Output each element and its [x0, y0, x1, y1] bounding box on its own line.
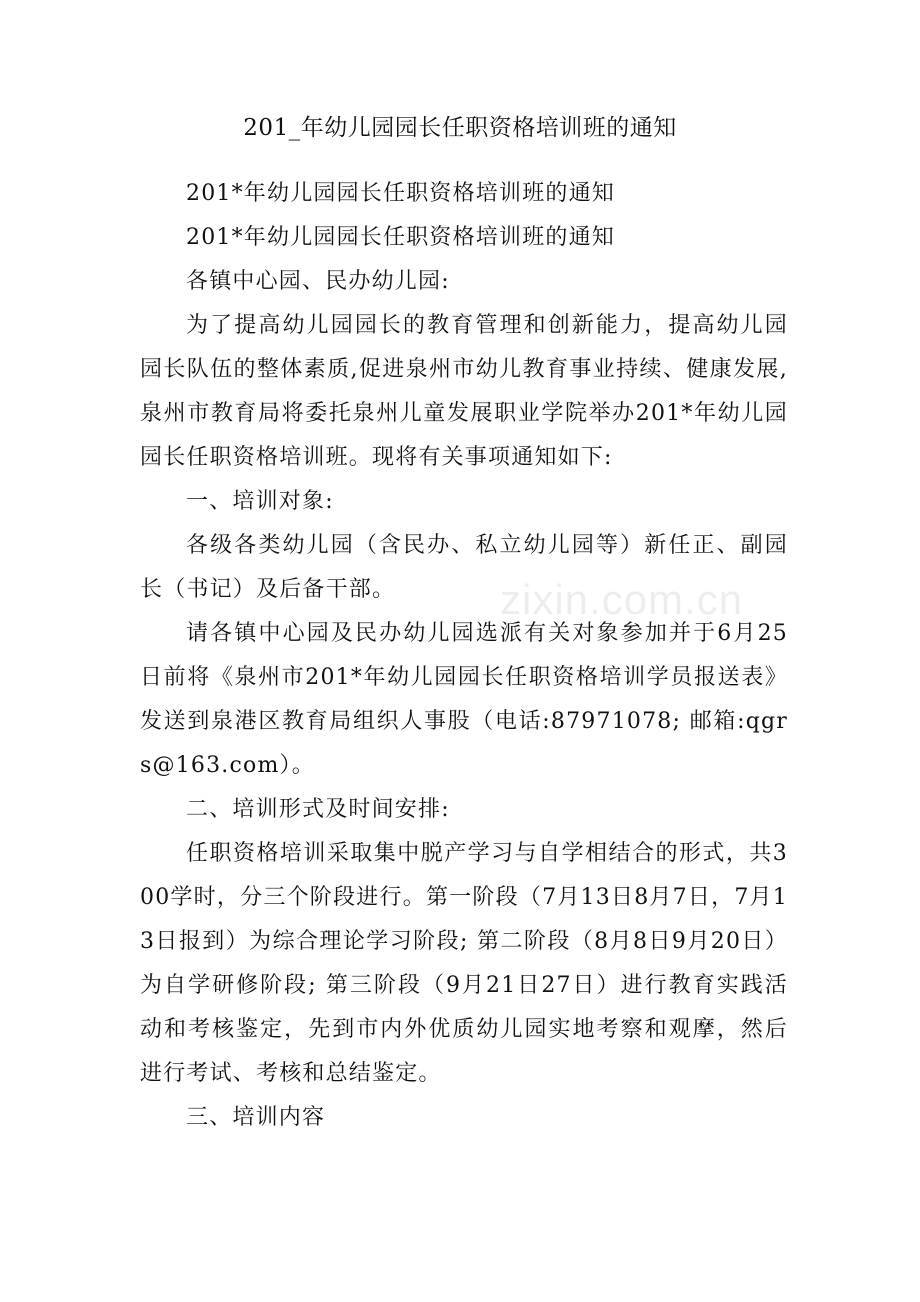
paragraph-schedule: 任职资格培训采取集中脱产学习与自学相结合的形式，共300学时，分三个阶段进行。第一阶段（7月13日8月7日，7月13日报到）为综合理论学习阶段; 第二阶段（8月8日9月20日）为自学研修阶段; 第三阶段（9月21日27日）进行教育实践活动和考核鉴定，先到市内外优质幼儿园实地考察和观摩，然后进行考试、考核和总结鉴定。: [140, 841, 788, 1086]
document-title: 201_年幼儿园园长任职资格培训班的通知: [243, 115, 677, 141]
section-heading-1: 一、培训对象:: [186, 489, 334, 514]
document-body: [140, 172, 788, 1140]
paragraph-salutation: 各镇中心园、民办幼儿园:: [186, 269, 450, 294]
paragraph-subtitle-2: 201*年幼儿园园长任职资格培训班的通知: [186, 225, 615, 250]
paragraph-subtitle-1: 201*年幼儿园园长任职资格培训班的通知: [186, 181, 615, 206]
section-heading-3: 三、培训内容: [186, 1105, 326, 1130]
section-heading-2: 二、培训形式及时间安排:: [186, 797, 450, 822]
paragraph-training-targets: 各级各类幼儿园（含民办、私立幼儿园等）新任正、副园长（书记）及后备干部。: [140, 533, 788, 602]
paragraph-intro: 为了提高幼儿园园长的教育管理和创新能力，提高幼儿园园长队伍的整体素质,促进泉州市幼儿教育事业持续、健康发展,泉州市教育局将委托泉州儿童发展职业学院举办201*年幼儿园园长任职资格培训班。现将有关事项通知如下:: [140, 313, 788, 470]
paragraph-registration: 请各镇中心园及民办幼儿园选派有关对象参加并于6月25日前将《泉州市201*年幼儿园园长任职资格培训学员报送表》发送到泉港区教育局组织人事股（电话:87971078; 邮箱:qgrs@163.com）。: [140, 621, 788, 778]
watermark: zixin.com.cn: [500, 576, 744, 623]
